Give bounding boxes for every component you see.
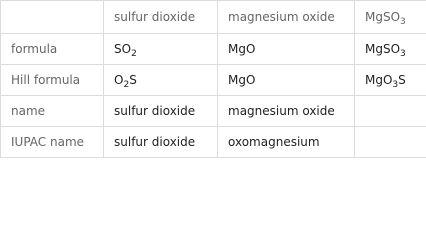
subscript: 3 (392, 80, 399, 90)
subscript: 3 (400, 17, 406, 27)
table-cell (355, 65, 426, 96)
table-cell (218, 127, 355, 158)
row-label: formula (1, 34, 104, 65)
table-row (1, 96, 426, 127)
column-header: magnesium oxide (218, 1, 355, 34)
text-part: oxomagnesium (228, 135, 320, 149)
table-cell (104, 34, 218, 65)
table-cell (104, 65, 218, 96)
subscript: 2 (123, 80, 130, 90)
text-part: MgO (365, 73, 393, 87)
table-cell (104, 96, 218, 127)
text-part: MgO (228, 42, 256, 56)
text-part: MgSO (365, 42, 401, 56)
corner-cell (1, 1, 104, 34)
row-label: Hill formula (1, 65, 104, 96)
row-label: IUPAC name (1, 127, 104, 158)
text-part: sulfur dioxide (114, 135, 196, 149)
table-body (1, 1, 426, 158)
table-cell (218, 34, 355, 65)
text-part: O (114, 73, 124, 87)
table-cell (218, 96, 355, 127)
subscript: 2 (131, 49, 137, 59)
text-part: S (129, 73, 137, 87)
table-cell (104, 127, 218, 158)
text-part: magnesium oxide (228, 104, 335, 118)
table-cell (355, 127, 426, 158)
text-part: sulfur dioxide (114, 104, 196, 118)
text-part: MgO (228, 73, 256, 87)
text-part: MgSO (365, 10, 401, 24)
text-part: S (398, 73, 406, 87)
table-cell (355, 96, 426, 127)
table-cell (218, 65, 355, 96)
row-label: name (1, 96, 104, 127)
column-header: sulfur dioxide (104, 1, 218, 34)
table-cell (355, 34, 426, 65)
table-row (1, 127, 426, 158)
header-row (1, 1, 426, 34)
table-row (1, 65, 426, 96)
table-row (1, 34, 426, 65)
text-part: SO (114, 42, 132, 56)
column-header (355, 1, 426, 34)
subscript: 3 (400, 49, 406, 59)
